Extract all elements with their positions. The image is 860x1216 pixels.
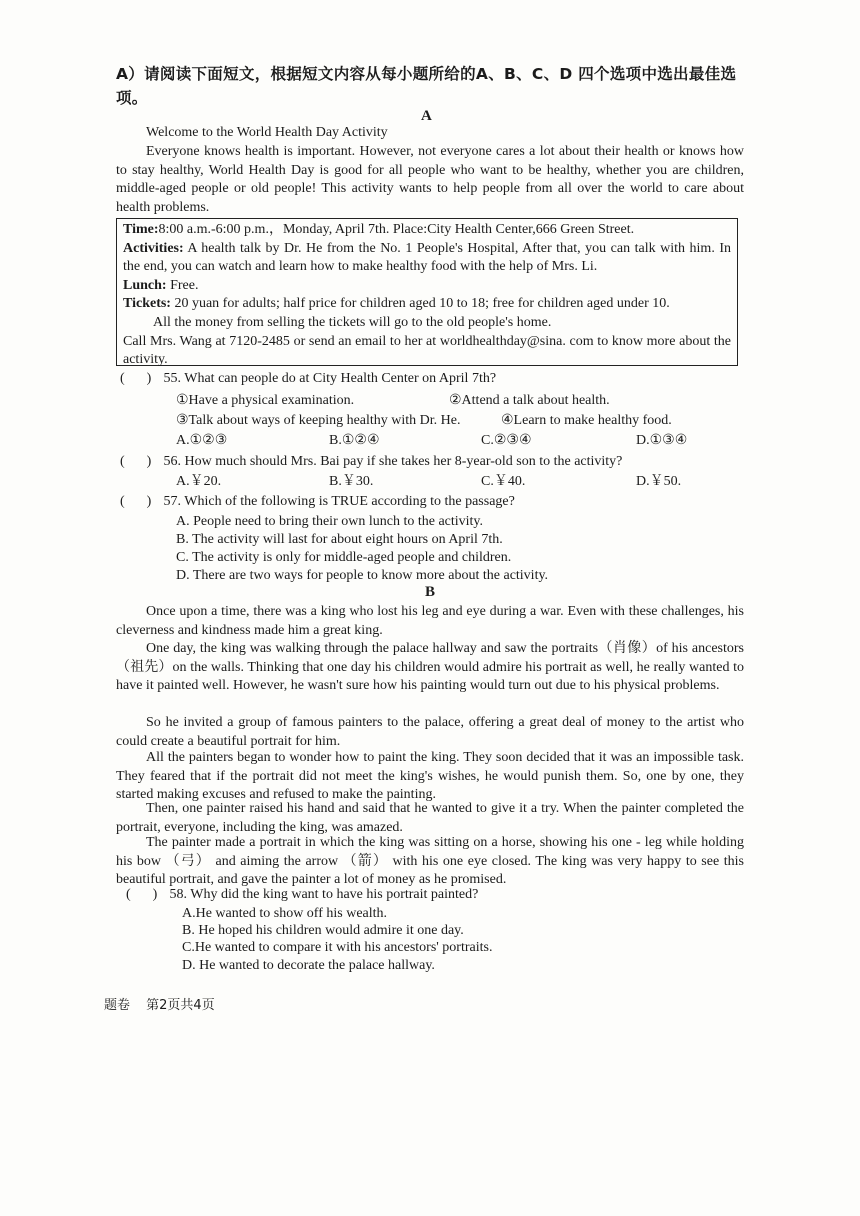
answer-blank-57[interactable]: ( ) bbox=[120, 494, 152, 509]
activity-info-box bbox=[116, 218, 738, 366]
tickets-text: 20 yuan for adults; half price for children aged 10 to 18; free for children aged under 10. bbox=[170, 296, 670, 312]
q55-option-a[interactable]: A.①②③ bbox=[176, 433, 228, 448]
q58-option-c[interactable]: C.He wanted to compare it with his ancestors' portraits. bbox=[182, 940, 493, 955]
q55-item-2: ②Attend a talk about health. bbox=[449, 393, 610, 408]
q56-option-c[interactable]: C.￥40. bbox=[481, 474, 526, 489]
passage-b-paragraph-1: Once upon a time, there was a king who lost his leg and eye during a war. Even with these challenges, his cleverness and kindness made him a great king. bbox=[116, 604, 744, 638]
q56-option-d[interactable]: D.￥50. bbox=[636, 474, 682, 489]
passage-a-intro: Everyone knows health is important. However, not everyone cares a lot about their health or knows how to stay healthy, World Health Day is good for all people who want to be healthy, whether you are children, middle-aged people or old people! This activity wants to help people from all over the world to care about health problems. bbox=[116, 144, 744, 215]
lunch-label: Lunch: bbox=[123, 277, 167, 293]
footer-label: 题卷 bbox=[104, 998, 131, 1013]
lunch-line bbox=[123, 277, 731, 296]
passage-b-paragraph-2: One day, the king was walking through the palace hallway and saw the portraits（肖像）of his ancestors（祖先）on the walls. Thinking that one day his children would admire his portrait as well, he really wanted to have it painted well. However, he wasn't sure how his painting would turn out due to his physical problems. bbox=[116, 641, 744, 694]
answer-blank-58[interactable]: ( ) bbox=[126, 887, 158, 902]
q55-option-c[interactable]: C.②③④ bbox=[481, 433, 532, 448]
activities-line bbox=[123, 240, 731, 277]
q55-item-4: ④Learn to make healthy food. bbox=[501, 413, 672, 428]
passage-b-label: B bbox=[425, 584, 436, 600]
passage-b-paragraph-4: All the painters began to wonder how to paint the king. They soon decided that it was an impossible task. They feared that if the portrait did not meet the king's wishes, he would punish them. So, one by one, they started making excuses and refused to make the painting. bbox=[116, 750, 744, 803]
q57-option-d[interactable]: D. There are two ways for people to know more about the activity. bbox=[176, 568, 549, 583]
question-57-text: 57. Which of the following is TRUE according to the passage? bbox=[163, 494, 515, 509]
q55-option-b[interactable]: B.①②④ bbox=[329, 433, 380, 448]
question-55 bbox=[120, 370, 496, 389]
question-56-text: 56. How much should Mrs. Bai pay if she takes her 8-year-old son to the activity? bbox=[163, 454, 623, 469]
lunch-text: Free. bbox=[166, 277, 199, 293]
passage-b-paragraph-6: The painter made a portrait in which the king was sitting on a horse, showing his one - leg while holding his bow （弓） and aiming the arrow （箭） with his one eye closed. The king was very happy to see this beautiful portrait, and gave the painter a lot of money as he promised. bbox=[116, 835, 744, 888]
q55-item-1: ①Have a physical examination. bbox=[176, 393, 355, 408]
money-note: All the money from selling the tickets will go to the old people's home. bbox=[153, 314, 552, 330]
tickets-label: Tickets: bbox=[123, 296, 171, 312]
activities-label: Activities: bbox=[123, 240, 184, 256]
tickets-line bbox=[123, 295, 731, 314]
time-text: 8:00 a.m.-6:00 p.m.，Monday, April 7th. Place:City Health Center,666 Green Street. bbox=[158, 222, 635, 237]
q55-item-3: ③Talk about ways of keeping healthy with Dr. He. bbox=[176, 413, 461, 428]
question-58-text: 58. Why did the king want to have his portrait painted? bbox=[169, 887, 479, 902]
question-55-text: 55. What can people do at City Health Center on April 7th? bbox=[163, 371, 497, 386]
q58-option-d[interactable]: D. He wanted to decorate the palace hallway. bbox=[182, 958, 435, 973]
answer-blank-56[interactable]: ( ) bbox=[120, 454, 152, 469]
contact-line: Call Mrs. Wang at 7120-2485 or send an email to her at worldhealthday@sina. com to know more about the activity. bbox=[123, 333, 731, 368]
page-number: 第2页共4页 bbox=[146, 998, 215, 1013]
passage-a-title: Welcome to the World Health Day Activity bbox=[146, 125, 388, 140]
page-footer bbox=[104, 994, 227, 1013]
q58-option-a[interactable]: A.He wanted to show off his wealth. bbox=[182, 906, 388, 921]
answer-blank-55[interactable]: ( ) bbox=[120, 371, 152, 386]
q55-option-d[interactable]: D.①③④ bbox=[636, 433, 688, 448]
question-58 bbox=[126, 886, 478, 905]
reading-instruction: A）请阅读下面短文，根据短文内容从每小题所给的A、B、C、D 四个选项中选出最佳选项。 bbox=[116, 65, 737, 107]
time-label: Time: bbox=[123, 222, 159, 237]
q58-option-b[interactable]: B. He hoped his children would admire it one day. bbox=[182, 923, 464, 938]
passage-a-label: A bbox=[421, 108, 432, 124]
question-57 bbox=[120, 493, 515, 512]
q57-option-b[interactable]: B. The activity will last for about eight hours on April 7th. bbox=[176, 532, 503, 547]
q56-option-b[interactable]: B.￥30. bbox=[329, 474, 374, 489]
question-56 bbox=[120, 453, 622, 472]
q57-option-a[interactable]: A. People need to bring their own lunch to the activity. bbox=[176, 514, 484, 529]
passage-b-paragraph-3: So he invited a group of famous painters to the palace, offering a great deal of money to the artist who could create a beautiful portrait for him. bbox=[116, 715, 744, 749]
time-line bbox=[123, 221, 731, 240]
q56-option-a[interactable]: A.￥20. bbox=[176, 474, 222, 489]
passage-b-paragraph-5: Then, one painter raised his hand and said that he wanted to give it a try. When the painter completed the portrait, everyone, including the king, was amazed. bbox=[116, 801, 744, 835]
activities-text: A health talk by Dr. He from the No. 1 People's Hospital, After that, you can talk with him. In the end, you can watch and learn how to make healthy food with the help of Mrs. Li. bbox=[123, 240, 731, 275]
q57-option-c[interactable]: C. The activity is only for middle-aged people and children. bbox=[176, 550, 512, 565]
